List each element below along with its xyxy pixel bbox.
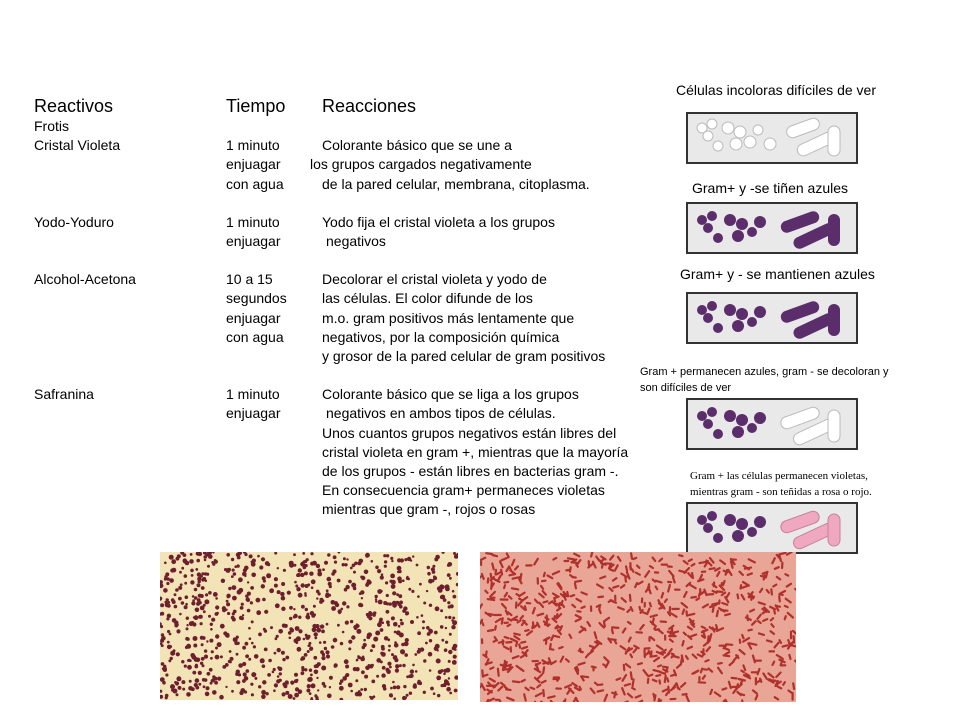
row-11-reaccion: Colorante básico que se liga a los grupos <box>322 386 579 403</box>
row-17-reaccion: mientras que gram -, rojos o rosas <box>322 501 536 518</box>
row-5-reaccion: negativos <box>326 233 386 249</box>
row-8-reaccion: m.o. gram positivos más lentamente que <box>322 309 575 326</box>
row-4-reaccion: Yodo fija el cristal violeta a los grupos <box>322 213 555 230</box>
row-6-reaccion: Decolorar el cristal violeta y yodo de <box>322 271 547 288</box>
row-8-tiempo: enjuagar <box>226 309 281 326</box>
row-11-tiempo: 1 minuto <box>226 386 280 403</box>
row-5-tiempo: enjuagar <box>226 233 281 249</box>
caption-decoloran-line1: Gram + permanecen azules, gram - se decoloran y <box>640 366 889 378</box>
safranin-cells-illustration <box>688 504 856 552</box>
panel-safranin <box>686 502 858 554</box>
row-4-reactivo: Yodo-Yoduro <box>34 213 114 230</box>
caption-safranina-line1: Gram + las células permanecen violetas, <box>690 470 868 482</box>
row-2-tiempo: enjuagar <box>226 156 281 173</box>
header-reactivos: Reactivos <box>34 96 114 116</box>
row-0-reactivo: Frotis <box>34 118 69 134</box>
gram-positive-micrograph <box>160 552 458 700</box>
panel-decolorized <box>686 398 858 450</box>
row-3-tiempo: con agua <box>226 175 284 192</box>
row-1-tiempo: 1 minuto <box>226 137 280 154</box>
row-11-reactivo: Safranina <box>34 386 94 403</box>
caption-incoloras: Células incoloras difíciles de ver <box>676 82 876 98</box>
unstained-cells-illustration <box>688 114 856 162</box>
row-4-tiempo: 1 minuto <box>226 213 280 230</box>
purple-cells-iodine-illustration <box>688 294 856 342</box>
caption-decoloran-line2: son difíciles de ver <box>640 382 732 394</box>
panel-iodine <box>686 292 858 344</box>
row-7-tiempo: segundos <box>226 290 287 307</box>
row-2-reaccion: los grupos cargados negativamente <box>310 156 532 173</box>
row-12-reaccion: negativos en ambos tipos de células. <box>326 405 556 422</box>
row-13-reaccion: Unos cuantos grupos negativos están libres del <box>322 424 617 441</box>
row-7-reaccion: las células. El color difunde de los <box>322 290 533 307</box>
caption-tinen-azules: Gram+ y -se tiñen azules <box>692 180 849 196</box>
row-1-reactivo: Cristal Violeta <box>34 137 121 154</box>
row-1-reaccion: Colorante básico que se une a <box>322 137 512 154</box>
gram-negative-micrograph <box>480 552 796 702</box>
row-9-reaccion: negativos, por la composición química <box>322 328 560 345</box>
row-14-reaccion: cristal violeta en gram +, mientras que la mayoría <box>322 443 629 460</box>
row-6-reactivo: Alcohol-Acetona <box>34 271 136 288</box>
row-3-reaccion: de la pared celular, membrana, citoplasma. <box>322 175 590 192</box>
row-16-reaccion: En consecuencia gram+ permaneces violetas <box>322 482 605 499</box>
caption-safranina-line2: mientras gram - son teñidas a rosa o rojo. <box>690 486 872 498</box>
purple-cells-illustration <box>688 204 856 252</box>
panel-unstained-cells <box>686 112 858 164</box>
panel-crystal-violet <box>686 202 858 254</box>
caption-mantienen-azules: Gram+ y - se mantienen azules <box>680 266 875 282</box>
row-6-tiempo: 10 a 15 <box>226 271 273 288</box>
row-9-tiempo: con agua <box>226 328 284 345</box>
row-15-reaccion: de los grupos - están libres en bacterias gram -. <box>322 463 619 479</box>
header-reacciones: Reacciones <box>322 96 417 116</box>
row-10-reaccion: y grosor de la pared celular de gram positivos <box>322 348 606 364</box>
row-12-tiempo: enjuagar <box>226 405 281 422</box>
decolorized-cells-illustration <box>688 400 856 448</box>
header-tiempo: Tiempo <box>226 96 286 116</box>
